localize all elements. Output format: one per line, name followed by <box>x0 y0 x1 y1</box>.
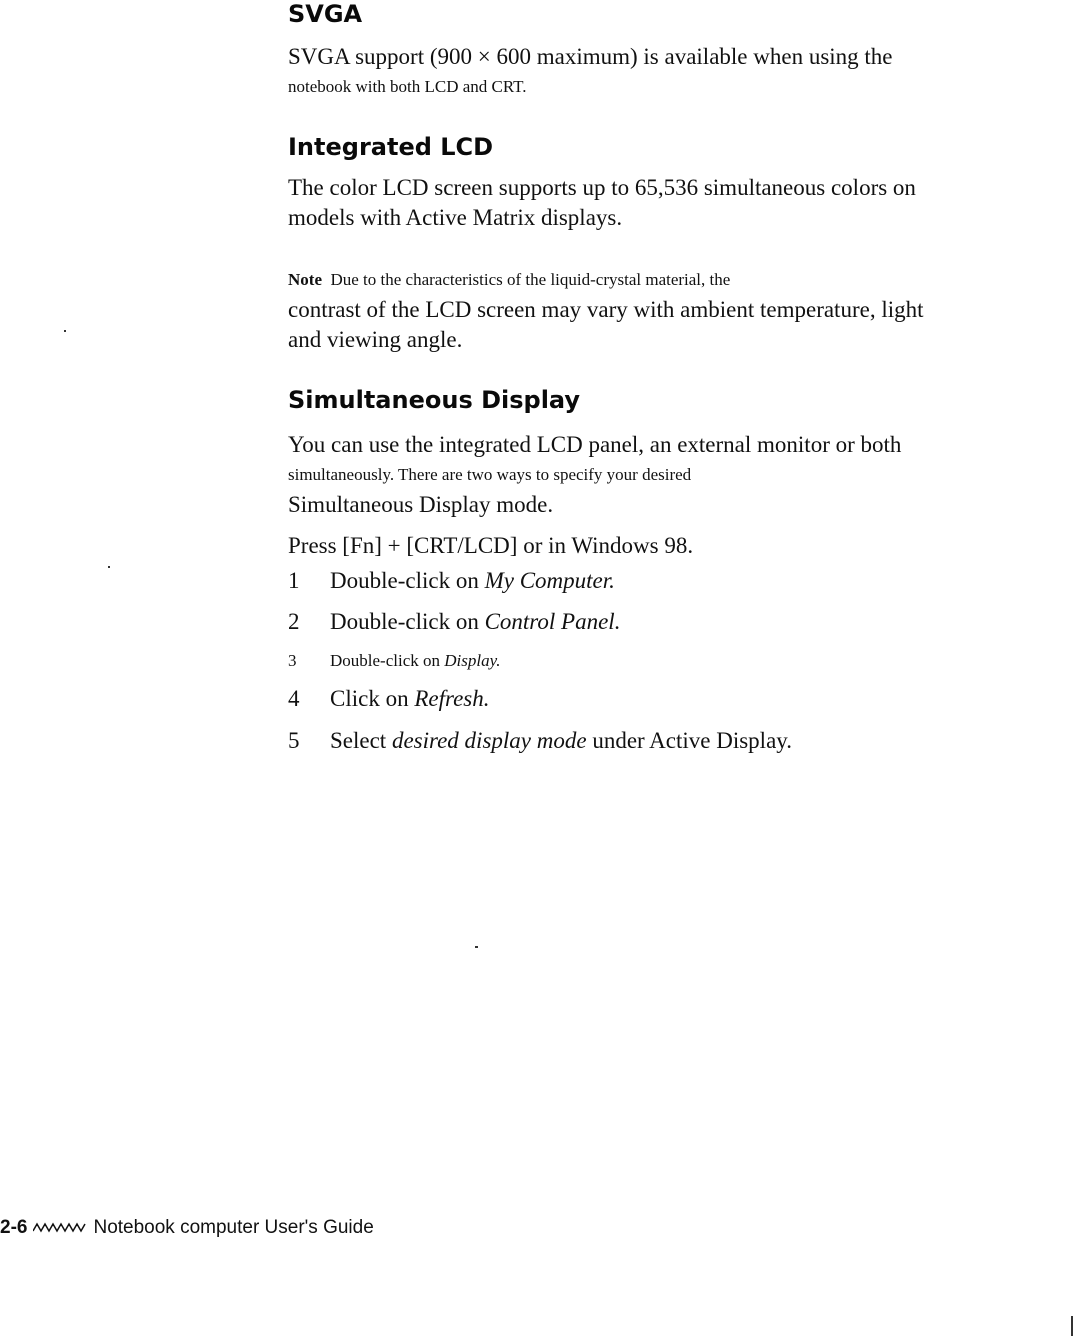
lcd-note-line-1 <box>288 265 968 295</box>
step-number: 1 <box>288 568 300 593</box>
simultaneous-display-line-3: Simultaneous Display mode. <box>288 492 554 517</box>
step-emphasis: My Computer. <box>484 568 615 593</box>
simultaneous-display-paragraph <box>288 430 968 520</box>
integrated-lcd-paragraph-line-1: The color LCD screen supports up to 65,536 simultaneous colors on <box>288 175 916 200</box>
scan-speck <box>64 330 66 332</box>
lcd-note-line-3: and viewing angle. <box>288 327 463 352</box>
svga-paragraph-line-2: notebook with both LCD and CRT. <box>288 77 527 96</box>
step-number: 2 <box>288 609 300 634</box>
step-suffix: under Active Display. <box>586 728 793 753</box>
lcd-note-line-2: contrast of the LCD screen may vary with ambient temperature, light <box>288 297 924 322</box>
step-text: Double-click on <box>330 609 485 634</box>
wave-ornament-icon <box>33 1216 87 1240</box>
svga-paragraph-line-1: SVGA support (900 × 600 maximum) is available when using the <box>288 44 893 69</box>
lcd-note-text-1: Due to the characteristics of the liquid-crystal material, the <box>330 270 731 289</box>
integrated-lcd-paragraph <box>288 173 968 233</box>
step-text: Select <box>330 728 392 753</box>
scan-speck <box>108 566 110 568</box>
step-emphasis: Refresh. <box>414 686 490 711</box>
step-emphasis: Control Panel. <box>484 609 621 634</box>
step-5 <box>288 726 792 756</box>
step-number: 5 <box>288 728 300 753</box>
press-instruction <box>288 531 968 561</box>
section-heading-integrated-lcd: Integrated LCD <box>288 133 494 161</box>
guide-title: Notebook computer User's Guide <box>93 1217 374 1239</box>
scan-mark <box>1071 1316 1073 1336</box>
simultaneous-display-line-2: simultaneously. There are two ways to specify your desired <box>288 465 692 484</box>
scan-speck <box>475 946 478 948</box>
section-heading-svga: SVGA <box>288 0 363 28</box>
step-text: Click on <box>330 686 415 711</box>
lcd-note <box>288 265 968 355</box>
press-instruction-text: Press [Fn] + [CRT/LCD] or in Windows 98. <box>288 533 694 558</box>
step-text: Double-click on <box>330 568 485 593</box>
step-emphasis: desired display mode <box>391 728 587 753</box>
svga-paragraph <box>288 42 968 102</box>
step-number: 4 <box>288 686 300 711</box>
step-number: 3 <box>288 651 297 670</box>
page-footer <box>0 1216 374 1240</box>
note-label: Note <box>288 270 322 289</box>
step-emphasis: Display. <box>444 651 501 670</box>
step-4 <box>288 684 490 714</box>
step-3 <box>288 646 500 676</box>
step-1 <box>288 566 615 596</box>
step-text: Double-click on <box>330 651 445 670</box>
page-number: 2-6 <box>0 1217 28 1239</box>
integrated-lcd-paragraph-line-2: models with Active Matrix displays. <box>288 205 623 230</box>
simultaneous-display-line-1: You can use the integrated LCD panel, an external monitor or both <box>288 432 902 457</box>
step-2 <box>288 607 620 637</box>
section-heading-simultaneous-display: Simultaneous Display <box>288 386 581 414</box>
